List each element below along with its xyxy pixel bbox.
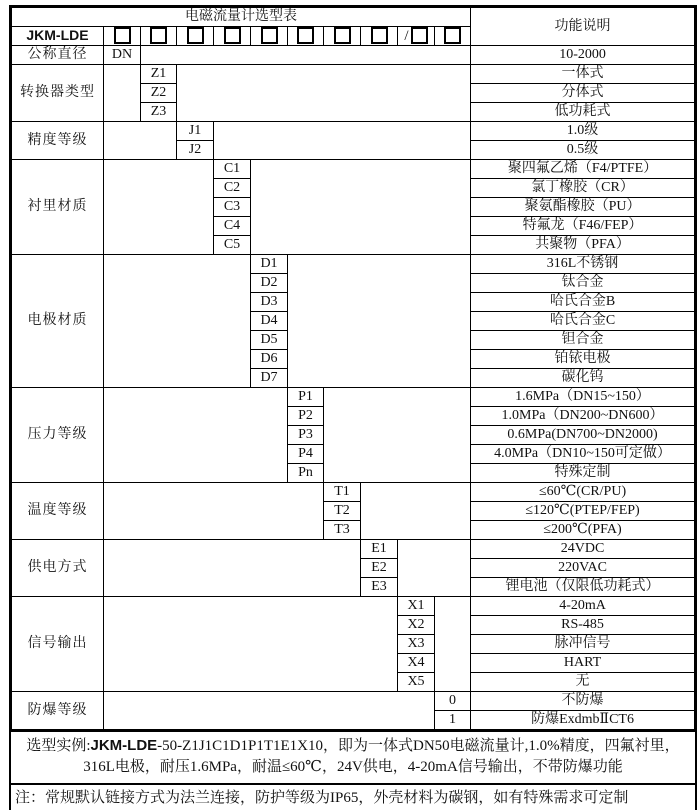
desc-cell: 不防爆 <box>471 692 695 711</box>
code-cell: J2 <box>177 141 214 160</box>
desc-cell: 1.0MPa（DN200~DN600） <box>471 407 695 426</box>
desc-cell: 316L不锈钢 <box>471 255 695 274</box>
desc-cell: HART <box>471 654 695 673</box>
desc-cell: 1.0级 <box>471 122 695 141</box>
code-cell: P1 <box>288 388 324 407</box>
desc-cell: 聚氨酯橡胶（PU） <box>471 198 695 217</box>
code-box-cell-1 <box>104 27 141 46</box>
desc-cell: 锂电池（仅限低功耗式） <box>471 578 695 597</box>
desc-cell: 分体式 <box>471 84 695 103</box>
desc-cell: 0.5级 <box>471 141 695 160</box>
selection-table <box>11 7 695 730</box>
desc-cell: 脉冲信号 <box>471 635 695 654</box>
option-box-icon <box>444 27 461 44</box>
category-accuracy-class: 精度等级 <box>12 122 104 160</box>
code-cell: C2 <box>214 179 251 198</box>
code-cell: Pn <box>288 464 324 483</box>
empty-cell <box>104 160 214 255</box>
empty-cell <box>104 597 398 692</box>
desc-cell: 钽合金 <box>471 331 695 350</box>
empty-cell <box>398 540 471 597</box>
code-cell: X3 <box>398 635 435 654</box>
desc-cell: 4-20mA <box>471 597 695 616</box>
code-cell: X5 <box>398 673 435 692</box>
empty-cell <box>104 692 435 730</box>
code-cell: C5 <box>214 236 251 255</box>
desc-cell: 220VAC <box>471 559 695 578</box>
code-cell: E3 <box>361 578 398 597</box>
code-cell: D3 <box>251 293 288 312</box>
empty-cell <box>361 483 471 540</box>
code-box-cell-8 <box>361 27 398 46</box>
desc-cell: 特氟龙（F46/FEP） <box>471 217 695 236</box>
code-cell: C1 <box>214 160 251 179</box>
code-cell: T3 <box>324 521 361 540</box>
desc-cell: 1.6MPa（DN15~150） <box>471 388 695 407</box>
empty-cell <box>104 122 177 160</box>
code-box-cell-10 <box>435 27 471 46</box>
empty-cell <box>214 122 471 160</box>
code-cell: D7 <box>251 369 288 388</box>
model-prefix: JKM-LDE <box>12 27 104 46</box>
desc-cell: 24VDC <box>471 540 695 559</box>
code-cell: Z2 <box>141 84 177 103</box>
code-cell: T1 <box>324 483 361 502</box>
desc-cell: 碳化钨 <box>471 369 695 388</box>
option-box-icon <box>114 27 131 44</box>
code-cell: X1 <box>398 597 435 616</box>
option-box-icon <box>261 27 278 44</box>
category-explosion-proof: 防爆等级 <box>12 692 104 730</box>
empty-cell <box>435 597 471 692</box>
code-cell: D1 <box>251 255 288 274</box>
desc-cell: 氯丁橡胶（CR） <box>471 179 695 198</box>
category-lining-material: 衬里材质 <box>12 160 104 255</box>
category-electrode-material: 电极材质 <box>12 255 104 388</box>
empty-cell <box>104 255 251 388</box>
empty-cell <box>104 65 141 122</box>
code-cell: DN <box>104 46 141 65</box>
empty-cell <box>141 46 471 65</box>
empty-cell <box>104 483 324 540</box>
category-power-supply: 供电方式 <box>12 540 104 597</box>
desc-cell: 钛合金 <box>471 274 695 293</box>
code-cell: D6 <box>251 350 288 369</box>
code-cell: C4 <box>214 217 251 236</box>
desc-cell: 哈氏合金B <box>471 293 695 312</box>
category-nominal-diameter: 公称直径 <box>12 46 104 65</box>
category-converter-type: 转换器类型 <box>12 65 104 122</box>
code-cell: 1 <box>435 711 471 730</box>
desc-cell: 一体式 <box>471 65 695 84</box>
function-column-header: 功能说明 <box>471 8 695 46</box>
category-signal-output: 信号输出 <box>12 597 104 692</box>
empty-cell <box>288 255 471 388</box>
code-box-cell-2 <box>141 27 177 46</box>
default-config-note: 注：常规默认链接方式为法兰连接，防护等级为IP65，外壳材料为碳钢，如有特殊需求可定制 <box>15 790 629 806</box>
desc-cell: 无 <box>471 673 695 692</box>
desc-cell: 4.0MPa（DN10~150可定做） <box>471 445 695 464</box>
code-cell: P2 <box>288 407 324 426</box>
option-box-icon <box>334 27 351 44</box>
code-cell: Z3 <box>141 103 177 122</box>
code-cell: P3 <box>288 426 324 445</box>
code-cell: J1 <box>177 122 214 141</box>
desc-cell: 10-2000 <box>471 46 695 65</box>
code-cell: X4 <box>398 654 435 673</box>
example-label: 选型实例: <box>26 738 91 754</box>
notes-section <box>11 730 695 810</box>
desc-cell: 0.6MPa(DN700~DN2000) <box>471 426 695 445</box>
code-cell: D4 <box>251 312 288 331</box>
option-box-icon <box>411 27 428 44</box>
code-box-cell-7 <box>324 27 361 46</box>
code-box-cell-9 <box>398 27 435 46</box>
code-cell: E2 <box>361 559 398 578</box>
selection-sheet <box>9 5 697 810</box>
desc-cell: 铂铱电极 <box>471 350 695 369</box>
desc-cell: 防爆ExdmbⅡCT6 <box>471 711 695 730</box>
category-temperature-rating: 温度等级 <box>12 483 104 540</box>
desc-cell: RS-485 <box>471 616 695 635</box>
desc-cell: 低功耗式 <box>471 103 695 122</box>
desc-cell: 哈氏合金C <box>471 312 695 331</box>
option-box-icon <box>150 27 167 44</box>
option-box-icon <box>187 27 204 44</box>
code-cell: D2 <box>251 274 288 293</box>
code-cell: 0 <box>435 692 471 711</box>
category-pressure-rating: 压力等级 <box>12 388 104 483</box>
code-cell: T2 <box>324 502 361 521</box>
option-box-icon <box>224 27 241 44</box>
desc-cell: 特殊定制 <box>471 464 695 483</box>
desc-cell: 共聚物（PFA） <box>471 236 695 255</box>
code-cell: C3 <box>214 198 251 217</box>
empty-cell <box>251 160 471 255</box>
code-box-cell-5 <box>251 27 288 46</box>
desc-cell: ≤60℃(CR/PU) <box>471 483 695 502</box>
option-box-icon <box>371 27 388 44</box>
example-text: -50-Z1J1C1D1P1T1E1X10，即为一体式DN50电磁流量计,1.0%精度，四氟衬里，316L电极，耐压1.6MPa，耐温≤60℃，24V供电，4-20mA信号输出，不带防爆功能 <box>83 738 680 775</box>
desc-cell: ≤120℃(PTEP/FEP) <box>471 502 695 521</box>
selection-example-note <box>11 732 695 785</box>
table-title: 电磁流量计选型表 <box>12 8 471 27</box>
code-cell: D5 <box>251 331 288 350</box>
desc-cell: 聚四氟乙烯（F4/PTFE） <box>471 160 695 179</box>
option-box-icon <box>297 27 314 44</box>
separator-slash: / <box>404 27 409 44</box>
empty-cell <box>177 65 471 122</box>
code-box-cell-4 <box>214 27 251 46</box>
empty-cell <box>104 388 288 483</box>
desc-cell: ≤200℃(PFA) <box>471 521 695 540</box>
code-cell: Z1 <box>141 65 177 84</box>
code-cell: X2 <box>398 616 435 635</box>
code-cell: P4 <box>288 445 324 464</box>
code-box-cell-6 <box>288 27 324 46</box>
code-box-cell-3 <box>177 27 214 46</box>
example-model: JKM-LDE <box>90 737 158 754</box>
empty-cell <box>324 388 471 483</box>
empty-cell <box>104 540 361 597</box>
code-cell: E1 <box>361 540 398 559</box>
